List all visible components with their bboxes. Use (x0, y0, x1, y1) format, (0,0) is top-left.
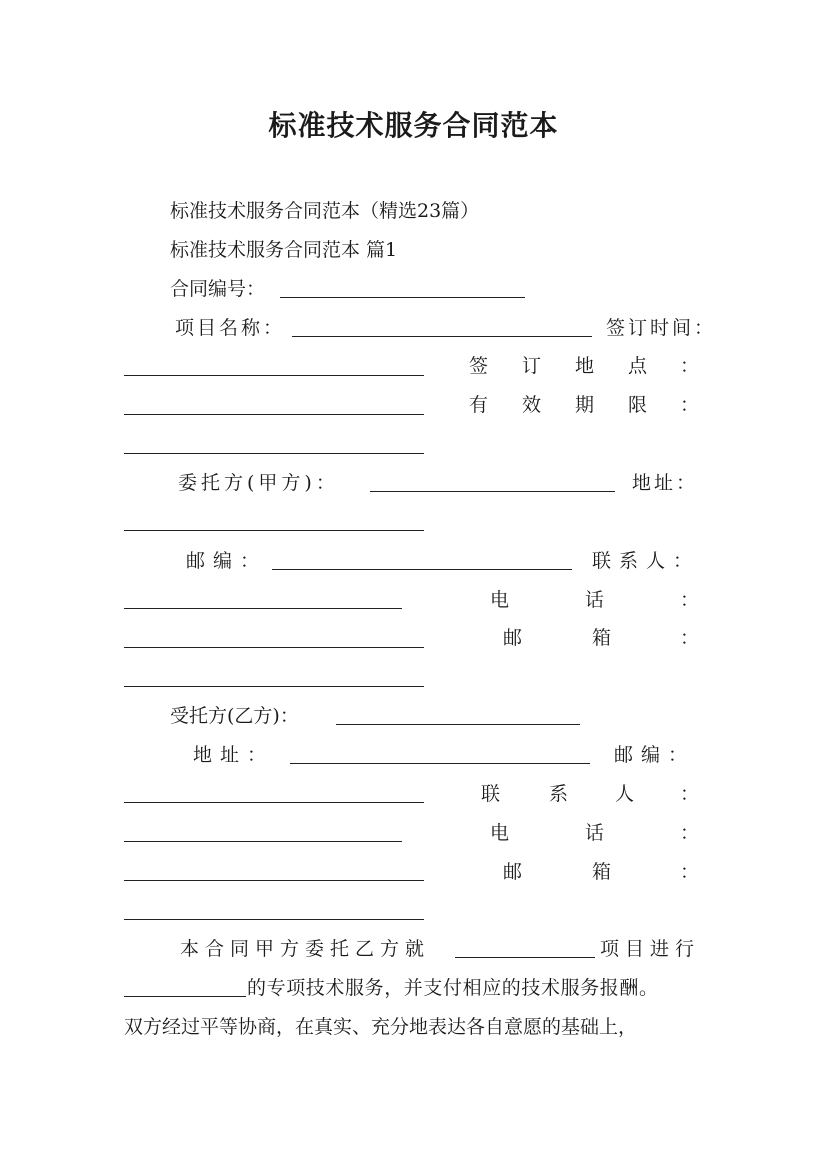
party-a-mail-blank (124, 686, 424, 687)
body-paragraph-line-3: 双方经过平等协商，在真实、充分地表达各自意愿的基础上， (124, 1016, 638, 1038)
section-heading: 标准技术服务合同范本 篇1 (170, 239, 398, 261)
party-b-phone-blank (124, 880, 424, 881)
party-a-phone-blank (124, 647, 424, 648)
body-paragraph-line-1b: 项目进行 (600, 938, 701, 960)
party-b-contact-blank (124, 841, 402, 842)
party-a-phone-char-2: 话 (585, 589, 605, 611)
party-b-contact-colon: ： (680, 783, 700, 805)
party-b-mail-blank (124, 919, 424, 920)
party-b-mail-char-1: 邮 (503, 861, 523, 883)
party-a-contact-label: 联系人： (592, 550, 701, 572)
sign-time-label: 签订时间： (606, 317, 717, 339)
party-a-label: 委托方(甲方)： (178, 472, 339, 494)
party-b-address-blank (290, 763, 590, 764)
valid-period-char-1: 有 (469, 394, 489, 416)
body-paragraph-line-2: 的专项技术服务，并支付相应的技术服务报酬。 (247, 977, 659, 999)
contract-number-blank (280, 297, 525, 298)
party-a-address-blank (124, 530, 424, 531)
party-a-postcode-blank (272, 569, 572, 570)
sign-place-char-2: 订 (522, 355, 542, 377)
party-b-contact-char-1: 联 (481, 783, 501, 805)
party-a-mail-char-1: 邮 (503, 627, 523, 649)
document-subtitle: 标准技术服务合同范本（精选23篇） (170, 200, 480, 222)
body-project-blank (455, 957, 595, 958)
party-b-phone-colon: ： (680, 822, 700, 844)
party-a-contact-blank (124, 608, 402, 609)
sign-place-char-3: 地 (575, 355, 595, 377)
sign-place-char-1: 签 (469, 355, 489, 377)
contract-number-label: 合同编号： (170, 278, 266, 300)
sign-place-char-4: 点 (628, 355, 648, 377)
sign-place-blank (124, 414, 424, 415)
party-a-postcode-label: 邮编： (186, 550, 268, 572)
party-b-label: 受托方(乙方)： (170, 705, 299, 727)
party-a-phone-colon: ： (680, 589, 700, 611)
body-service-blank (124, 996, 246, 997)
party-b-phone-char-1: 电 (490, 822, 510, 844)
party-a-mail-char-2: 箱 (592, 627, 612, 649)
party-a-phone-char-1: 电 (490, 589, 510, 611)
party-b-address-label: 地址： (193, 744, 275, 766)
party-b-contact-char-2: 系 (549, 783, 569, 805)
valid-period-char-3: 期 (575, 394, 595, 416)
valid-period-colon: ： (680, 394, 700, 416)
party-b-phone-char-2: 话 (585, 822, 605, 844)
sign-time-blank (124, 375, 424, 376)
party-a-blank (370, 491, 615, 492)
party-a-address-label: 地址： (632, 472, 699, 494)
project-name-blank (292, 336, 592, 337)
party-b-contact-char-3: 人 (615, 783, 635, 805)
valid-period-char-2: 效 (522, 394, 542, 416)
valid-period-char-4: 限 (628, 394, 648, 416)
valid-period-blank (124, 453, 424, 454)
party-b-blank (336, 724, 580, 725)
party-a-mail-colon: ： (680, 627, 700, 649)
body-paragraph-line-1a: 本合同甲方委托乙方就 (180, 938, 431, 960)
document-title: 标准技术服务合同范本 (268, 109, 559, 142)
party-b-postcode-label: 邮编： (614, 744, 696, 766)
party-b-mail-colon: ： (680, 861, 700, 883)
party-b-postcode-blank (124, 802, 424, 803)
sign-place-colon: ： (680, 355, 700, 377)
party-b-mail-char-2: 箱 (592, 861, 612, 883)
project-name-label: 项目名称： (175, 317, 286, 339)
